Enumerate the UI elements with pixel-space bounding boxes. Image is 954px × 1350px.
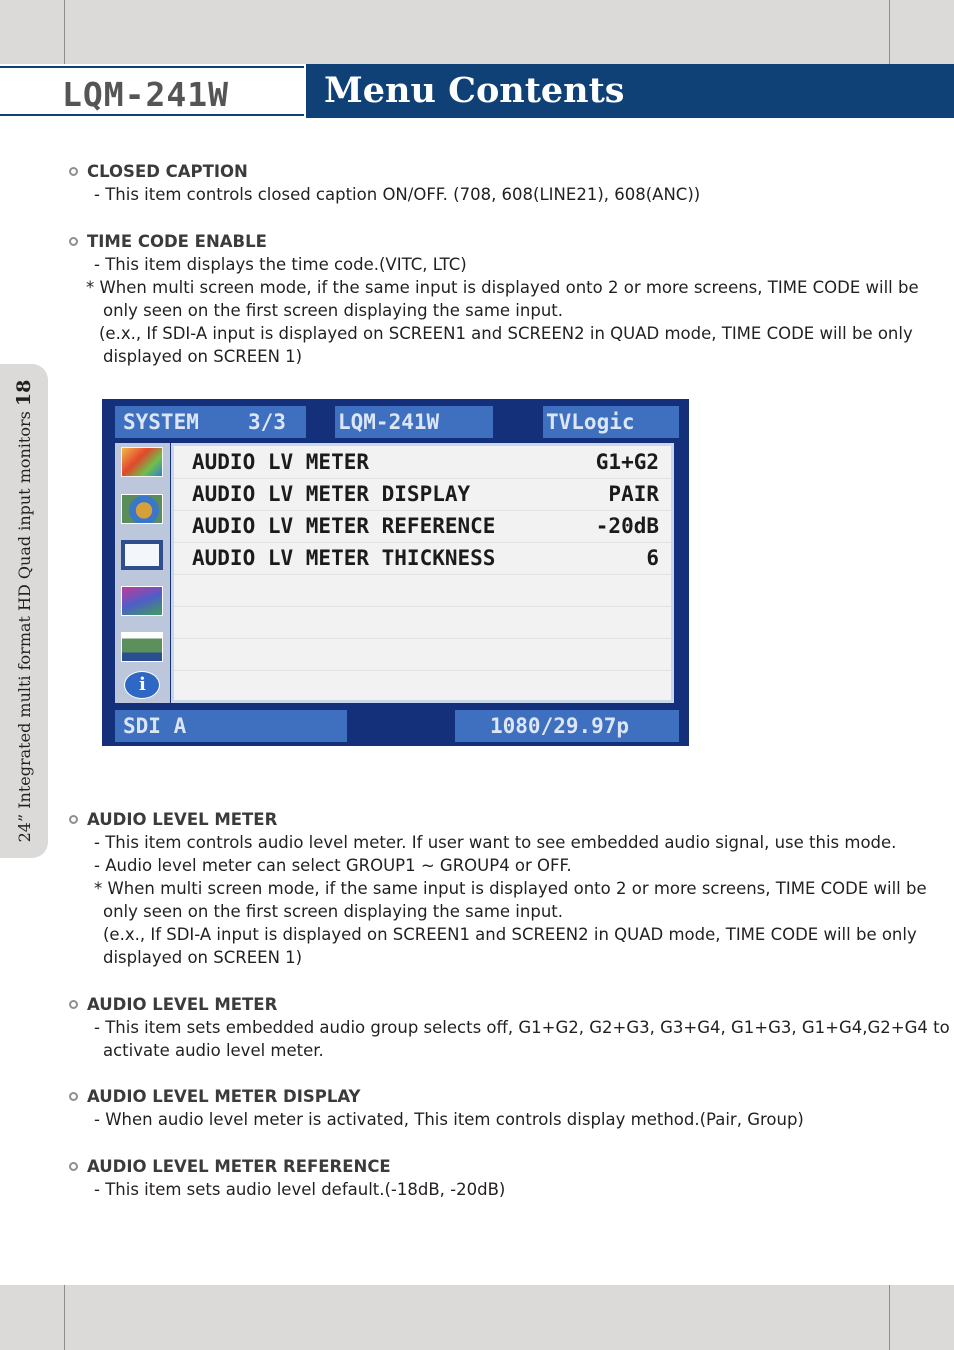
menu-panel — [171, 443, 674, 703]
top-margin-band — [0, 0, 954, 64]
row-divider — [174, 606, 671, 607]
menu-item-label[interactable]: AUDIO LV METER — [192, 450, 370, 474]
page-header — [0, 64, 954, 118]
row-divider — [174, 542, 671, 543]
section-line: - This item displays the time code.(VITC, LTC) — [94, 255, 467, 274]
menu-icon-column — [115, 443, 170, 703]
section-title-text: AUDIO LEVEL METER — [87, 995, 278, 1014]
section-line: - When audio level meter is activated, This item controls display method.(Pair, Group) — [94, 1110, 804, 1129]
section-line: displayed on SCREEN 1) — [103, 948, 303, 967]
picture-icon[interactable] — [121, 447, 163, 477]
bullet-icon — [69, 237, 78, 246]
bottom-margin-band — [0, 1285, 954, 1350]
section-line: * When multi screen mode, if the same input is displayed onto 2 or more screens, TIME CODE will be — [86, 278, 919, 297]
row-divider — [174, 638, 671, 639]
section-title — [68, 808, 908, 831]
section-line: only seen on the first screen displaying the same input. — [103, 902, 563, 921]
crop-mark — [64, 0, 65, 64]
section-line: * When multi screen mode, if the same input is displayed onto 2 or more screens, TIME CODE will be — [94, 879, 927, 898]
section-line: activate audio level meter. — [103, 1041, 324, 1060]
section-line: (e.x., If SDI-A input is displayed on SCREEN1 and SCREEN2 in QUAD mode, TIME CODE will be only — [99, 324, 913, 343]
section-title-text: TIME CODE ENABLE — [87, 232, 267, 251]
menu-item-label[interactable]: AUDIO LV METER THICKNESS — [192, 546, 496, 570]
side-tab-label — [13, 376, 35, 846]
section-audio-level-meter — [68, 808, 927, 969]
menu-item-label[interactable]: AUDIO LV METER REFERENCE — [192, 514, 496, 538]
menu-model-label: LQM-241W — [338, 410, 440, 434]
section-line: - This item sets embedded audio group selects off, G1+G2, G2+G3, G3+G4, G1+G3, G1+G4,G2+G4 to — [94, 1018, 950, 1037]
section-time-code-enable — [68, 230, 919, 368]
section-title-text: AUDIO LEVEL METER DISPLAY — [87, 1087, 361, 1106]
menu-brand-label: TVLogic — [546, 410, 635, 434]
crop-mark — [889, 0, 890, 64]
section-title — [68, 1085, 908, 1108]
crop-mark — [889, 1285, 890, 1350]
section-line: - This item controls closed caption ON/OFF. (708, 608(LINE21), 608(ANC)) — [94, 185, 701, 204]
section-title-text: AUDIO LEVEL METER — [87, 810, 278, 829]
side-tab-text: 24” Integrated multi format HD Quad input monitors — [15, 411, 34, 843]
menu-system-label: SYSTEM — [123, 410, 199, 434]
monitor-icon[interactable] — [121, 632, 163, 662]
page-number: 18 — [13, 379, 35, 407]
info-icon[interactable]: i — [124, 671, 160, 699]
section-title — [68, 160, 908, 183]
section-line: (e.x., If SDI-A input is displayed on SCREEN1 and SCREEN2 in QUAD mode, TIME CODE will be only — [103, 925, 917, 944]
menu-item-value[interactable]: PAIR — [608, 482, 659, 506]
menu-page-label: 3/3 — [248, 410, 286, 434]
section-audio-level-meter-reference — [68, 1155, 908, 1201]
section-title — [68, 1155, 908, 1178]
model-box — [0, 66, 304, 116]
bullet-icon — [69, 1092, 78, 1101]
section-audio-level-meter-display — [68, 1085, 908, 1131]
bullet-icon — [69, 1162, 78, 1171]
section-title — [68, 993, 908, 1016]
section-line: - This item sets audio level default.(-18dB, -20dB) — [94, 1180, 506, 1199]
title-banner — [306, 64, 954, 118]
menu-item-value[interactable]: 6 — [646, 546, 659, 570]
bullet-icon — [69, 1000, 78, 1009]
section-title-text: AUDIO LEVEL METER REFERENCE — [87, 1157, 391, 1176]
section-title-text: CLOSED CAPTION — [87, 162, 248, 181]
palette-icon[interactable] — [121, 494, 163, 524]
menu-item-value[interactable]: -20dB — [595, 514, 659, 538]
section-line: - Audio level meter can select GROUP1 ~ GROUP4 or OFF. — [94, 856, 572, 875]
menu-screenshot — [102, 399, 689, 746]
screen-icon[interactable] — [121, 540, 163, 570]
section-closed-caption — [68, 160, 908, 206]
row-divider — [174, 574, 671, 575]
row-divider — [174, 478, 671, 479]
row-divider — [174, 670, 671, 671]
page-title: Menu Contents — [324, 70, 625, 111]
bullet-icon — [69, 815, 78, 824]
marker-icon[interactable] — [121, 586, 163, 616]
row-divider — [174, 510, 671, 511]
bullet-icon — [69, 167, 78, 176]
section-line: displayed on SCREEN 1) — [103, 347, 303, 366]
menu-format-label: 1080/29.97p — [490, 714, 630, 738]
menu-item-value[interactable]: G1+G2 — [595, 450, 659, 474]
model-logo: LQM-241W — [62, 75, 229, 114]
section-audio-level-meter-groups — [68, 993, 950, 1062]
crop-mark — [64, 1285, 65, 1350]
section-line: - This item controls audio level meter. If user want to see embedded audio signal, use this mode. — [94, 833, 897, 852]
menu-item-label[interactable]: AUDIO LV METER DISPLAY — [192, 482, 471, 506]
section-title — [68, 230, 908, 253]
menu-input-label: SDI A — [123, 714, 187, 738]
section-line: only seen on the first screen displaying the same input. — [103, 301, 563, 320]
